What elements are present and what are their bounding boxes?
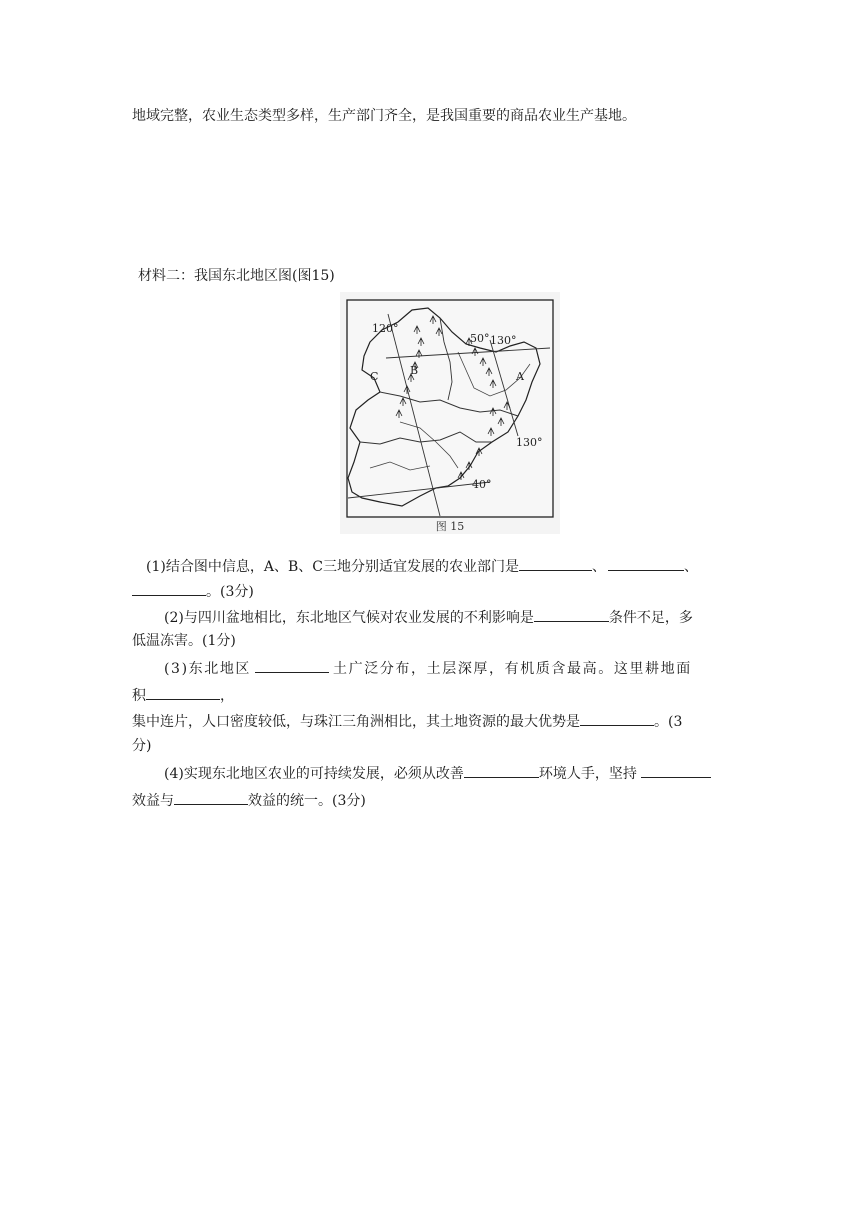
- label-region-a: A: [516, 370, 524, 383]
- label-40-deg: 40°: [472, 478, 492, 491]
- question-4-line-1: [164, 762, 711, 784]
- answer-blank-4a[interactable]: [464, 762, 539, 778]
- northeast-china-map: [340, 292, 560, 534]
- question-3-text: ，: [220, 688, 234, 704]
- question-3-line-2: [132, 684, 234, 706]
- intro-text: 地域完整，农业生态类型多样，生产部门齐全，是我国重要的商品农业生产基地。: [132, 108, 636, 124]
- question-4-text: (4)实现东北地区农业的可持续发展，必须从改善: [164, 766, 464, 782]
- answer-blank-3a[interactable]: [255, 657, 329, 673]
- answer-blank-1c[interactable]: [132, 580, 206, 596]
- question-4-text-cont: 效益的统一。(3分): [248, 793, 366, 809]
- material-two-heading: 材料二：我国东北地区图(图15): [138, 268, 335, 284]
- question-4-text-cont: 环境人手，坚持: [538, 766, 637, 782]
- question-2-text: (2)与四川盆地相比，东北地区气候对农业发展的不利影响是: [164, 610, 534, 626]
- label-130-deg-top: 130°: [490, 334, 517, 347]
- separator: 、: [683, 559, 698, 575]
- answer-blank-2[interactable]: [534, 606, 609, 622]
- question-3-line-3: [132, 710, 682, 732]
- question-3-text-cont: 土广泛分布，土层深厚，有机质含最高。这里耕地面: [333, 661, 692, 677]
- question-1-line-1: [146, 555, 698, 577]
- question-1-text: (1)结合图中信息，A、B、C三地分别适宜发展的农业部门是: [146, 559, 519, 575]
- label-region-b: B: [410, 364, 419, 377]
- label-region-c: C: [370, 370, 379, 383]
- question-3-text: 积: [132, 688, 146, 704]
- label-130-deg-right: 130°: [516, 436, 543, 449]
- answer-blank-3b[interactable]: [146, 684, 220, 700]
- answer-blank-1b[interactable]: [608, 555, 684, 571]
- question-3-text: 集中连片，人口密度较低，与珠江三角洲相比，其土地资源的最大优势是: [132, 714, 580, 730]
- question-3-text: (3)东北地区: [164, 661, 252, 677]
- question-2-line-1: [164, 606, 693, 628]
- separator: 、: [591, 559, 606, 575]
- label-50-deg: 50°: [470, 332, 490, 345]
- map-caption: 图 15: [435, 520, 465, 533]
- answer-blank-4c[interactable]: [174, 789, 248, 805]
- label-120-deg: 120°: [372, 322, 399, 335]
- question-4-text: 效益与: [132, 793, 174, 809]
- score-note: 。(3: [654, 714, 683, 730]
- question-4-line-2: [132, 789, 366, 811]
- question-1-line-2: [132, 580, 254, 602]
- answer-blank-3c[interactable]: [580, 710, 654, 726]
- question-3-line-4: 分): [132, 738, 152, 754]
- answer-blank-1a[interactable]: [519, 555, 592, 571]
- question-2-text-cont: 条件不足，多: [608, 610, 693, 626]
- question-3-line-1: [164, 657, 692, 679]
- answer-blank-4b[interactable]: [641, 762, 711, 778]
- score-note: 。(3分): [206, 584, 254, 600]
- question-2-line-2: 低温冻害。(1分): [132, 633, 236, 649]
- map-figure: [340, 292, 560, 534]
